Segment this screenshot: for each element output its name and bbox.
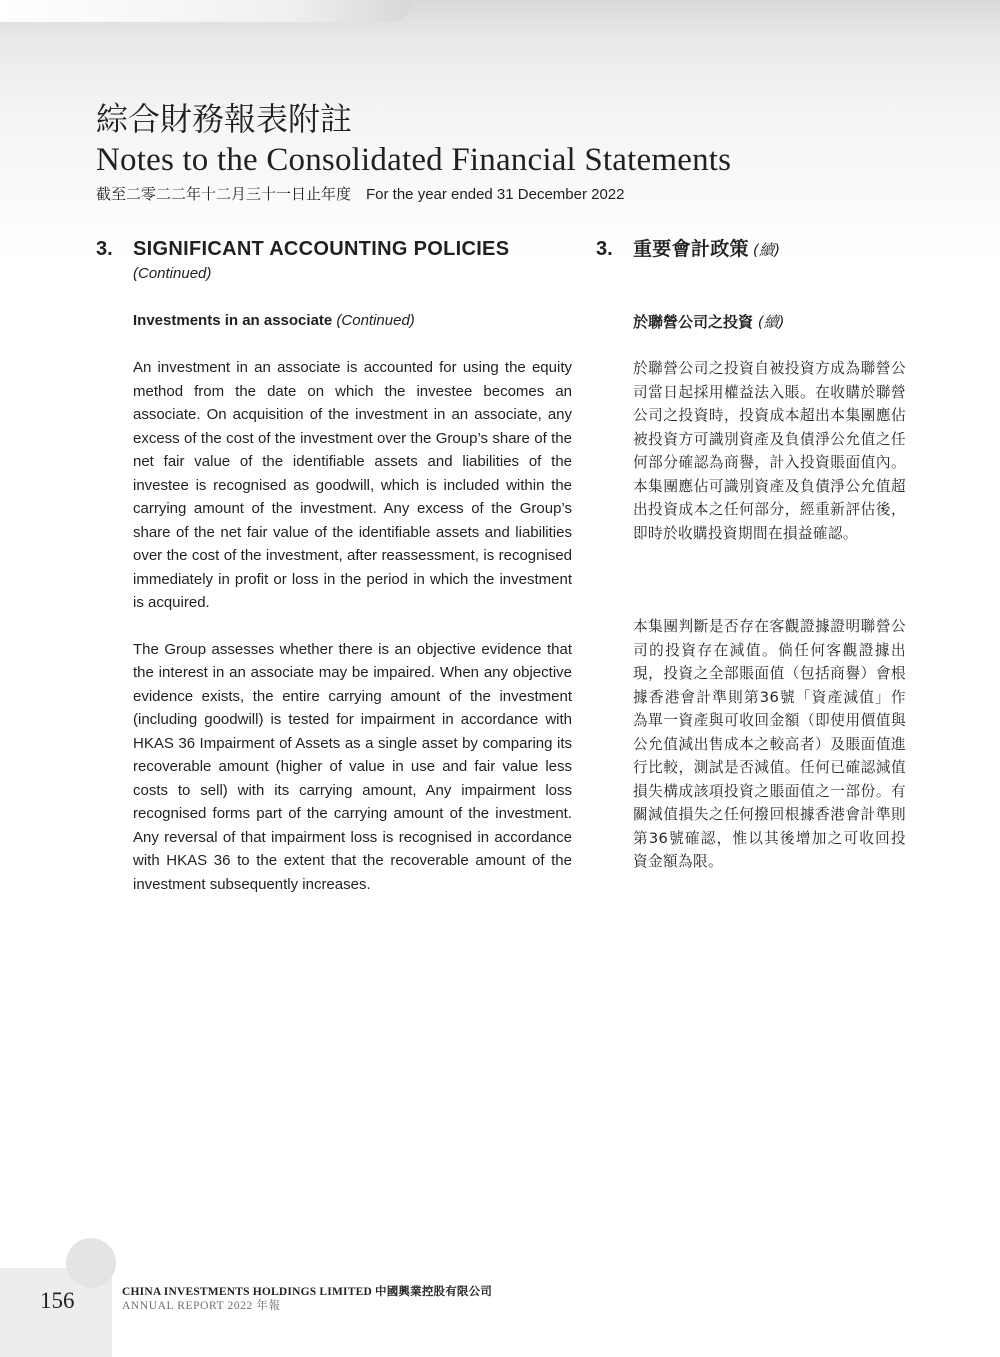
section-heading: [96, 236, 572, 262]
section-number-chinese: 3.: [596, 238, 613, 260]
page-title-chinese: 綜合財務報表附註: [96, 100, 353, 138]
section-number: 3.: [96, 238, 113, 260]
page-title-english: Notes to the Consolidated Financial Statements: [96, 142, 732, 178]
header-tab-shape: [0, 0, 410, 22]
paragraph-2-chinese: 本集團判斷是否存在客觀證據證明聯營公司的投資存在減值。倘任何客觀證據出現，投資之全部賬面值（包括商譽）會根據香港會計準則第36號「資產減值」作為單一資產與可收回金額（即使用價值與公允值減出售成本之較高者）及賬面值進行比較，測試是否減值。任何已確認減值損失構成該項投資之賬面值之一部份。有關減值損失之任何撥回根據香港會計準則第36號確認，惟以其後增加之可收回投資金額為限。: [633, 618, 906, 870]
paragraph-1: An investment in an associate is accounted for using the equity method from the date on which the investee becomes an associate. On acquisition of the investment in an associate, any excess of the cost of the investment over the Group’s share of the net fair value of the identifiable assets and liabilities of the investee is recognised as goodwill, which is included within the carrying amount of the investment. Any excess of the Group’s share of the net fair value of the identifiable assets and liabilities over the cost of the investment, after reassessment, is recognised immediately in profit or loss in the period in which the investment is acquired.: [133, 359, 572, 611]
paragraph-1-chinese: 於聯營公司之投資自被投資方成為聯營公司當日起採用權益法入賬。在收購於聯營公司之投資時，投資成本超出本集團應佔被投資方可識別資產及負債淨公允值之任何部分確認為商譽，計入投資賬面值內。本集團應佔可識別資產及負債淨公允值超出投資成本之任何部分，經重新評估後，即時於收購投資期間在損益確認。: [633, 360, 906, 542]
page-header: [96, 100, 956, 205]
english-column: [96, 236, 572, 896]
section-title-chinese: [633, 236, 780, 263]
paragraph-2: The Group assesses whether there is an objective evidence that the interest in an associate may be impaired. When any objective evidence exists, the entire carrying amount of the investment (including goodwill) is tested for impairment in accordance with HKAS 36 Impairment of Assets as a single asset by comparing its recoverable amount (higher of value in use and fair value less costs to sell) with its carrying amount, Any impairment loss recognised forms part of the carrying amount of the investment. Any reversal of that impairment loss is recognised in accordance with HKAS 36 to the extent that the recoverable amount of the investment subsequently increases.: [133, 640, 572, 893]
subheading-title-chinese: 於聯營公司之投資: [633, 313, 754, 331]
chinese-column: [596, 236, 906, 874]
footer-decorative-circle: [66, 1238, 116, 1288]
subheading-continued-label: (Continued): [336, 312, 415, 329]
subheading-title: Investments in an associate: [133, 312, 333, 329]
subheading-continued-label-chinese: (續): [757, 313, 785, 331]
section-title: SIGNIFICANT ACCOUNTING POLICIES: [133, 238, 510, 260]
section-heading-chinese: [596, 236, 906, 263]
page-subtitle: 截至二零二二年十二月三十一日止年度 For the year ended 31 December 2022: [96, 186, 625, 203]
footer-company-name: CHINA INVESTMENTS HOLDINGS LIMITED 中國興業控股有限公司: [122, 1286, 493, 1298]
footer-report-label: ANNUAL REPORT 2022 年報: [122, 1300, 281, 1312]
page-number: 156: [40, 1288, 75, 1313]
footer-text: [122, 1285, 492, 1313]
subheading: [133, 311, 572, 331]
section-continued-label-chinese: (續): [752, 241, 781, 259]
subheading-chinese: [633, 312, 906, 332]
section-title-chinese-text: 重要會計政策: [633, 238, 749, 260]
section-continued-label: (Continued): [133, 265, 212, 282]
